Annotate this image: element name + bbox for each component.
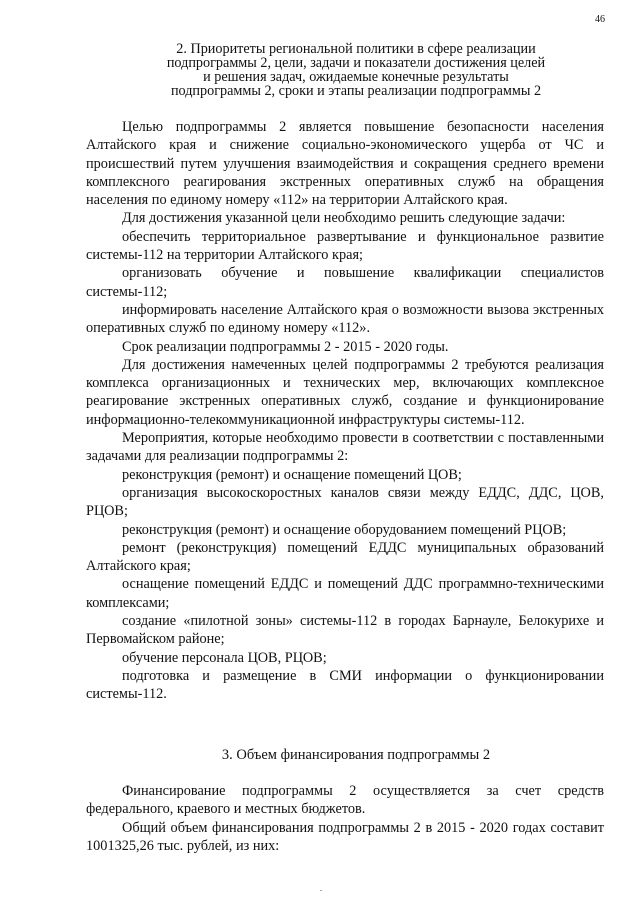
paragraph: Для достижения указанной цели необходимо решить следующие задачи: — [122, 210, 566, 227]
paragraph: Целью подпрограммы 2 является повышение безопасности населения Алтайского края и снижение социально-экономического ущерба от ЧС и происшествий путем улучшения взаимодействия и сокращения среднего времени комплексного реагирования экстренных оперативных служб на обращения населения по единому номеру «112» на территории Алтайского края. — [86, 119, 604, 209]
paragraph: обеспечить территориальное развертывание и функциональное развитие системы-112 на территории Алтайского края; — [86, 228, 604, 264]
paragraph: обучение персонала ЦОВ, РЦОВ; — [122, 649, 327, 666]
heading-line: подпрограммы 2, цели, задачи и показатели достижения целей — [166, 55, 546, 71]
paragraph: реконструкция (ремонт) и оснащение помещений ЦОВ; — [122, 466, 462, 483]
paragraph: подготовка и размещение в СМИ информации о функционировании системы-112. — [86, 667, 604, 703]
paragraph: Мероприятия, которые необходимо провести в соответствии с поставленными задачами для реализации подпрограммы 2: — [86, 430, 604, 465]
paragraph: Для достижения намеченных целей подпрограммы 2 требуются реализация комплекса организационных и технических мер, включающих комплексное реагирование экстренных оперативных служб, создание и функционирование информационно-телекоммуникационной инфраструктуры системы-112. — [86, 356, 604, 428]
paragraph: оснащение помещений ЕДДС и помещений ДДС программно-техническими комплексами; — [86, 576, 604, 611]
paragraph: создание «пилотной зоны» системы-112 в городах Барнауле, Белокурихе и Первомайском районе; — [86, 613, 604, 648]
paragraph: Общий объем финансирования подпрограммы 2 в 2015 - 2020 годах составит 1001325,26 тыс. рублей, из них: — [86, 819, 604, 854]
section-2-body — [86, 118, 604, 704]
paragraph: организовать обучение и повышение квалификации специалистов системы-112; — [86, 265, 604, 300]
paragraph: реконструкция (ремонт) и оснащение оборудованием помещений РЦОВ; — [122, 521, 567, 538]
paragraph: Срок реализации подпрограммы 2 - 2015 - 2020 годы. — [122, 338, 449, 355]
heading-line: и решения задач, ожидаемые конечные результаты — [203, 69, 509, 85]
heading-line: подпрограммы 2, сроки и этапы реализации подпрограммы 2 — [170, 83, 542, 99]
paragraph: организация высокоскоростных каналов связи между ЕДДС, ДДС, ЦОВ, РЦОВ; — [86, 484, 604, 520]
paragraph: ремонт (реконструкция) помещений ЕДДС муниципальных образований Алтайского края; — [86, 539, 604, 575]
paragraph: Финансирование подпрограммы 2 осуществляется за счет средств федерального, краевого и местных бюджетов. — [86, 783, 604, 818]
section-2-heading — [96, 42, 616, 98]
heading-line: 2. Приоритеты региональной политики в сфере реализации — [176, 41, 536, 57]
scan-dot: . — [320, 884, 322, 893]
paragraph: информировать население Алтайского края о возможности вызова экстренных оперативных служб по единому номеру «112». — [86, 301, 604, 337]
section-3-heading: 3. Объем финансирования подпрограммы 2 — [221, 747, 491, 763]
page-number: 46 — [595, 14, 605, 25]
section-3-body — [86, 782, 604, 855]
